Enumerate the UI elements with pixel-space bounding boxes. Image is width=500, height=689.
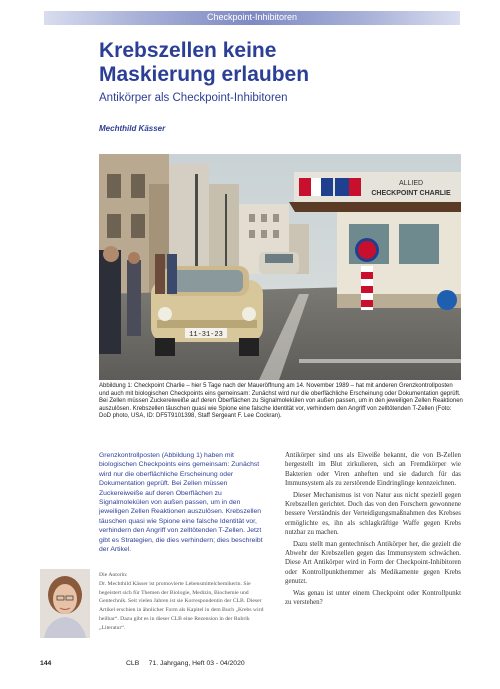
body-paragraph: Dieser Mechanismus ist von Natur aus nicht speziell gegen Krebszellen gerichtet. Doch das von den Forschern gewonnene bessere Verständnis der Verteidigungsmaßnahmen des Krebses ermöglichte es, ihn als schlagkräftige Waffe gegen Krebs nutzbar zu machen. — [285, 491, 461, 537]
article-author: Mechthild Kässer — [99, 124, 166, 133]
page-footer — [40, 660, 462, 672]
body-paragraph: Was genau ist unter einem Checkpoint oder Kontrollpunkt zu verstehen? — [285, 589, 461, 607]
figure-caption: Abbildung 1: Checkpoint Charlie – hier 5 Tage nach der Maueröffnung am 14. November 1989 – hat mit anderen Grenzkontrollposten und auch mit biologischen Checkpoints eins gemeinsam: Zunächst wird nur die oberflächliche Erscheinung oder Dokumentation geprüft. Bei Zellen müssen Zuckereiweiße auf deren Oberflächen zu Signalmolekülen von außen passen, um in den jeweiligen Zellen Reaktionen auszulösen. Krebszellen täuschen quasi wie Spione eine falsche Identität vor, verhindern den Angriff von zelltötenden T-Zellen (Foto: DoD photo, USA, ID: DF5T9101398, Staff Sergeant F. Lee Cockran). — [99, 383, 463, 420]
article-title-line1: Krebszellen keine — [99, 39, 277, 62]
article-subtitle: Antikörper als Checkpoint-Inhibitoren — [99, 92, 288, 104]
author-portrait — [40, 569, 90, 638]
sign-allied: ALLIED — [398, 180, 424, 187]
checkpoint-charlie-photo — [99, 154, 461, 380]
article-title — [99, 39, 429, 87]
page-number: 144 — [40, 660, 52, 667]
article-title-line2: Maskierung erlauben — [99, 63, 310, 86]
section-header-label: Checkpoint-Inhibitoren — [206, 12, 298, 22]
author-portrait-illustration — [40, 569, 90, 638]
author-bio — [99, 571, 269, 633]
bio-heading: Die Autorin: — [99, 572, 128, 578]
body-paragraph: Dazu stellt man gentechnisch Antikörper her, die gezielt die Abwehr der Krebszellen gegen das Immunsystem schwächen. Diese Art Antikörper wird in Form der Checkpoint-Inhibitoren oder Kontrollpunkthemmer als Medikamente gegen Krebs genutzt. — [285, 540, 461, 586]
body-paragraph: Antikörper sind uns als Eiweiße bekannt, die von B-Zellen hergestellt im Blut zirkulieren, sich an Fremdkörper wie Bakterien oder Viren anheften und sie dadurch für das Immunsystem als zu zerstörende Eindringlinge kennzeichnen. — [285, 452, 461, 488]
license-plate: 11-31-23 — [189, 331, 223, 339]
checkpoint-photo-illustration — [99, 154, 461, 380]
section-header-bar — [44, 11, 460, 25]
article-abstract: Grenzkontrollposten (Abbildung 1) haben mit biologischen Checkpoints eins gemeinsam: Zunächst wird nur die oberflächliche Erscheinung oder Dokumentation geprüft. Bei Zellen müssen Zuckereiweiße auf deren Oberflächen zu Signalmolekülen von außen passen, um in den jeweiligen Zellen Reaktionen auszulösen. Krebszellen täuschen quasi wie Spione eine falsche Identität vor, verhindern den Angriff von zelltötenden T-Zellen. Jetzt gibt es Strategien, die dies verhindern; dies beschreibt der Artikel. — [99, 452, 263, 554]
bio-text: Dr. Mechthild Kässer ist promovierte Lebensmittelchemikerin. Sie begeistert sich für Themen der Biologie, Medizin, Biochemie und Gentechnik. Seit vielen Jahren ist sie Korrespondentin der CLB. Dieser Artikel erschien in ähnlicher Form als Kapitel in dem Buch „Krebs wird heilbar“. Dazu gibt es in dieser CLB eine Rezension in der Rubrik „Literatur“. — [99, 580, 264, 631]
journal-issue: CLB 71. Jahrgang, Heft 03 - 04/2020 — [126, 660, 245, 667]
article-body — [285, 451, 461, 610]
sign-checkpoint-charlie: CHECKPOINT CHARLIE — [371, 190, 451, 197]
